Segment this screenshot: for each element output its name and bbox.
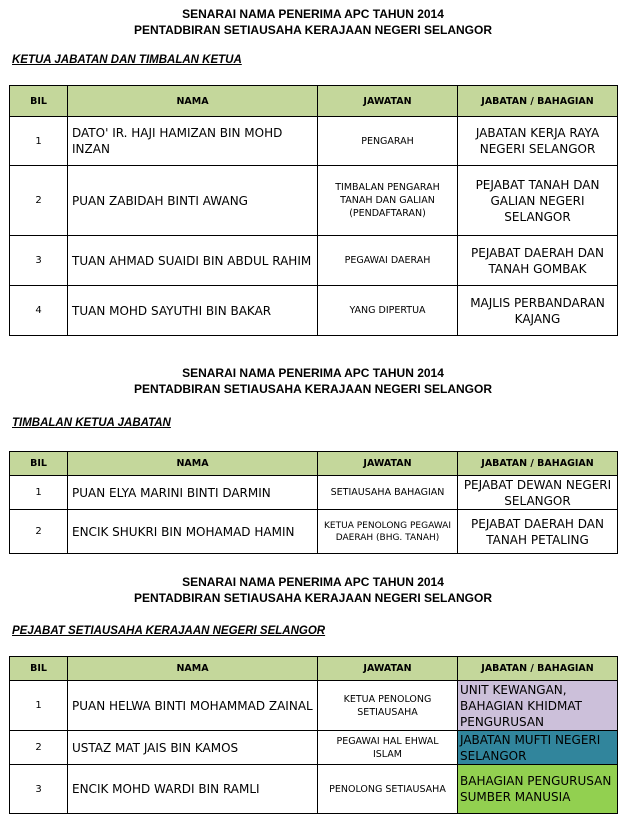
col-jawatan: JAWATAN [318, 86, 458, 117]
section-3-table [9, 656, 618, 814]
col-jabatan: JABATAN / BAHAGIAN [458, 86, 618, 117]
col-jabatan: JABATAN / BAHAGIAN [458, 452, 618, 476]
cell-jawatan: PENOLONG SETIAUSAHA [318, 765, 458, 814]
cell-nama: USTAZ MAT JAIS BIN KAMOS [68, 731, 318, 765]
col-nama: NAMA [68, 452, 318, 476]
col-jawatan: JAWATAN [318, 452, 458, 476]
header-line-1: SENARAI NAMA PENERIMA APC TAHUN 2014 [182, 7, 444, 21]
cell-jabatan: JABATAN KERJA RAYA NEGERI SELANGOR [458, 117, 618, 166]
section-2-title: TIMBALAN KETUA JABATAN [12, 417, 171, 429]
cell-jabatan: UNIT KEWANGAN, BAHAGIAN KHIDMAT PENGURUSAN [458, 681, 618, 731]
cell-bil: 2 [10, 166, 68, 236]
table-row [10, 286, 618, 336]
cell-bil: 3 [10, 765, 68, 814]
table-row [10, 510, 618, 554]
cell-nama: DATO' IR. HAJI HAMIZAN BIN MOHD INZAN [68, 117, 318, 166]
cell-bil: 3 [10, 236, 68, 286]
cell-jabatan: PEJABAT DAERAH DAN TANAH PETALING [458, 510, 618, 554]
col-jabatan: JABATAN / BAHAGIAN [458, 657, 618, 681]
col-bil: BIL [10, 86, 68, 117]
header-line-2: PENTADBIRAN SETIAUSAHA KERAJAAN NEGERI SELANGOR [133, 23, 493, 37]
section-1-title: KETUA JABATAN DAN TIMBALAN KETUA [12, 54, 242, 66]
cell-jabatan: MAJLIS PERBANDARAN KAJANG [458, 286, 618, 336]
col-nama: NAMA [68, 657, 318, 681]
cell-nama: TUAN AHMAD SUAIDI BIN ABDUL RAHIM [68, 236, 318, 286]
cell-nama: PUAN ZABIDAH BINTI AWANG [68, 166, 318, 236]
table-header-row [10, 657, 618, 681]
cell-jabatan: PEJABAT TANAH DAN GALIAN NEGERI SELANGOR [458, 166, 618, 236]
table-header-row [10, 86, 618, 117]
cell-jawatan: KETUA PENOLONG PEGAWAI DAERAH (BHG. TANAH) [318, 510, 458, 554]
section-3-header [0, 574, 626, 606]
header-line-1: SENARAI NAMA PENERIMA APC TAHUN 2014 [182, 366, 444, 380]
section-2-header [0, 365, 626, 397]
cell-jawatan: KETUA PENOLONG SETIAUSAHA [318, 681, 458, 731]
col-bil: BIL [10, 657, 68, 681]
table-row [10, 681, 618, 731]
cell-nama: PUAN ELYA MARINI BINTI DARMIN [68, 476, 318, 510]
cell-jabatan: PEJABAT DAERAH DAN TANAH GOMBAK [458, 236, 618, 286]
cell-nama: PUAN HELWA BINTI MOHAMMAD ZAINAL [68, 681, 318, 731]
cell-jawatan: PENGARAH [318, 117, 458, 166]
col-nama: NAMA [68, 86, 318, 117]
cell-jabatan: BAHAGIAN PENGURUSAN SUMBER MANUSIA [458, 765, 618, 814]
header-line-1: SENARAI NAMA PENERIMA APC TAHUN 2014 [182, 575, 444, 589]
cell-bil: 1 [10, 476, 68, 510]
cell-jawatan: TIMBALAN PENGARAH TANAH DAN GALIAN (PENDAFTARAN) [318, 166, 458, 236]
section-1-header [0, 6, 626, 38]
cell-bil: 2 [10, 510, 68, 554]
cell-nama: ENCIK SHUKRI BIN MOHAMAD HAMIN [68, 510, 318, 554]
table-header-row [10, 452, 618, 476]
cell-jawatan: PEGAWAI HAL EHWAL ISLAM [318, 731, 458, 765]
cell-nama: TUAN MOHD SAYUTHI BIN BAKAR [68, 286, 318, 336]
col-jawatan: JAWATAN [318, 657, 458, 681]
table-row [10, 765, 618, 814]
cell-jabatan: PEJABAT DEWAN NEGERI SELANGOR [458, 476, 618, 510]
table-row [10, 166, 618, 236]
cell-bil: 4 [10, 286, 68, 336]
header-line-2: PENTADBIRAN SETIAUSAHA KERAJAAN NEGERI SELANGOR [133, 382, 493, 396]
cell-jabatan: JABATAN MUFTI NEGERI SELANGOR [458, 731, 618, 765]
section-2-table [9, 451, 618, 554]
cell-bil: 2 [10, 731, 68, 765]
cell-jawatan: PEGAWAI DAERAH [318, 236, 458, 286]
cell-bil: 1 [10, 117, 68, 166]
section-1-table [9, 85, 618, 336]
cell-jawatan: YANG DIPERTUA [318, 286, 458, 336]
col-bil: BIL [10, 452, 68, 476]
cell-jawatan: SETIAUSAHA BAHAGIAN [318, 476, 458, 510]
table-row [10, 476, 618, 510]
section-3-title: PEJABAT SETIAUSAHA KERAJAAN NEGERI SELANGOR [12, 625, 326, 637]
cell-bil: 1 [10, 681, 68, 731]
table-row [10, 117, 618, 166]
cell-nama: ENCIK MOHD WARDI BIN RAMLI [68, 765, 318, 814]
header-line-2: PENTADBIRAN SETIAUSAHA KERAJAAN NEGERI SELANGOR [133, 591, 493, 605]
table-row [10, 236, 618, 286]
table-row [10, 731, 618, 765]
